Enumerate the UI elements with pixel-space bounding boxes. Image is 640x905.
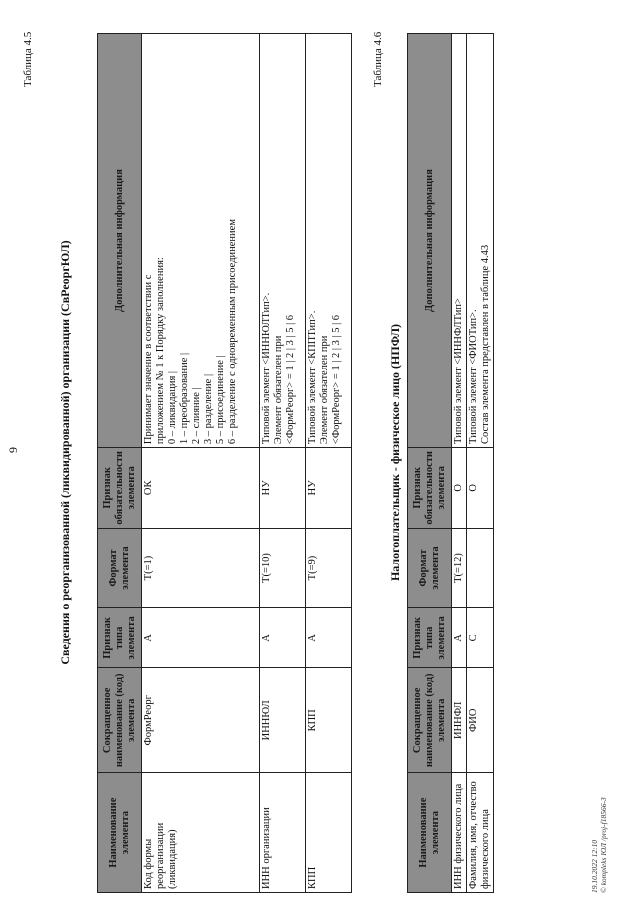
cell-element-format: T(=10) — [260, 528, 306, 608]
document-footer — [590, 797, 608, 893]
header-element-code: Сокращенное наименование (код) элемента — [98, 668, 142, 773]
cell-element-code: ФИО — [467, 668, 494, 773]
info-line: Принимает значение в соответствии с — [143, 274, 154, 445]
info-line: приложением № 1 к Порядку заполнения: — [155, 257, 166, 445]
table-4-6-title: Налогоплательщик - физическое лицо (НПФЛ) — [388, 323, 402, 582]
table-individual-taxpayer — [407, 33, 494, 893]
cell-element-required: НУ — [260, 448, 306, 529]
cell-element-format: T(=1) — [142, 528, 260, 608]
table-header-row — [98, 34, 142, 893]
table-row — [306, 34, 352, 893]
footer-source: © kompleks ЮЛ /proj-f18566-3 — [599, 797, 608, 893]
cell-additional-info — [306, 34, 352, 448]
cell-element-type: А — [306, 608, 352, 668]
cell-element-format — [467, 528, 494, 608]
table-row — [467, 34, 494, 893]
header-element-required: Признак обязательности элемента — [98, 448, 142, 529]
table-4-5-label: Таблица 4.5 — [22, 31, 34, 87]
info-line: Типовой элемент <ИННЮЛТип>. — [261, 292, 272, 445]
header-element-name: Наименование элемента — [408, 773, 452, 893]
info-line: Типовой элемент <ИННФЛТип> — [453, 298, 464, 445]
table-row — [260, 34, 306, 893]
cell-element-name: КПП — [306, 773, 352, 893]
cell-element-code: ИННФЛ — [452, 668, 467, 773]
cell-element-type: С — [467, 608, 494, 668]
cell-element-code: ИННЮЛ — [260, 668, 306, 773]
info-line: <ФормРеорг> = 1 | 2 | 3 | 5 | 6 — [331, 314, 342, 445]
cell-element-required: О — [452, 448, 467, 529]
info-line: Типовой элемент <ФИОТип>. — [468, 309, 479, 445]
table-4-5-title: Сведения о реорганизованной (ликвидированной) организации (СвРеоргЮЛ) — [58, 240, 72, 665]
header-element-required: Признак обязательности элемента — [408, 448, 452, 529]
cell-element-type: А — [452, 608, 467, 668]
info-line: Элемент обязателен при — [273, 335, 284, 445]
header-element-type: Признак типа элемента — [98, 608, 142, 668]
cell-element-name: Код формы реорганизации (ликвидация) — [142, 773, 260, 893]
table-4-6-label: Таблица 4.6 — [372, 31, 384, 87]
info-line: Элемент обязателен при — [319, 335, 330, 445]
cell-additional-info — [452, 34, 467, 448]
info-line: 0 – ликвидация | — [167, 370, 178, 445]
cell-element-required: ОК — [142, 448, 260, 529]
cell-element-code: КПП — [306, 668, 352, 773]
info-line: 6 – разделение с одновременным присоединением — [227, 219, 238, 445]
header-element-type: Признак типа элемента — [408, 608, 452, 668]
cell-element-name: ИНН организации — [260, 773, 306, 893]
info-line: 5 – присоединение | — [215, 355, 226, 445]
info-line: 1 – преобразование | — [179, 352, 190, 445]
table-reorganized-organization — [97, 33, 352, 893]
cell-element-required: НУ — [306, 448, 352, 529]
cell-additional-info — [142, 34, 260, 448]
cell-element-format: T(=12) — [452, 528, 467, 608]
cell-additional-info — [467, 34, 494, 448]
table-row — [452, 34, 467, 893]
cell-element-name: Фамилия, имя, отчество физического лица — [467, 773, 494, 893]
cell-additional-info — [260, 34, 306, 448]
cell-element-type: А — [142, 608, 260, 668]
table-header-row — [408, 34, 452, 893]
info-line: 2 – слияние | — [191, 387, 202, 445]
header-element-name: Наименование элемента — [98, 773, 142, 893]
header-element-format: Формат элемента — [98, 528, 142, 608]
header-additional-info: Дополнительная информация — [98, 34, 142, 448]
info-line: Типовой элемент <КППТип>. — [307, 310, 318, 445]
cell-element-name: ИНН физического лица — [452, 773, 467, 893]
cell-element-code: ФормРеорг — [142, 668, 260, 773]
header-additional-info: Дополнительная информация — [408, 34, 452, 448]
info-line: <ФормРеорг> = 1 | 2 | 3 | 5 | 6 — [285, 314, 296, 445]
cell-element-type: А — [260, 608, 306, 668]
cell-element-format: T(=9) — [306, 528, 352, 608]
header-element-code: Сокращенное наименование (код) элемента — [408, 668, 452, 773]
footer-timestamp: 19.10.2022 12:10 — [590, 839, 599, 893]
header-element-format: Формат элемента — [408, 528, 452, 608]
cell-element-required: О — [467, 448, 494, 529]
info-line: 3 – разделение | — [203, 373, 214, 445]
page-number: 9 — [6, 447, 20, 453]
info-line: Состав элемента представлен в таблице 4.43 — [480, 244, 491, 445]
table-row — [142, 34, 260, 893]
